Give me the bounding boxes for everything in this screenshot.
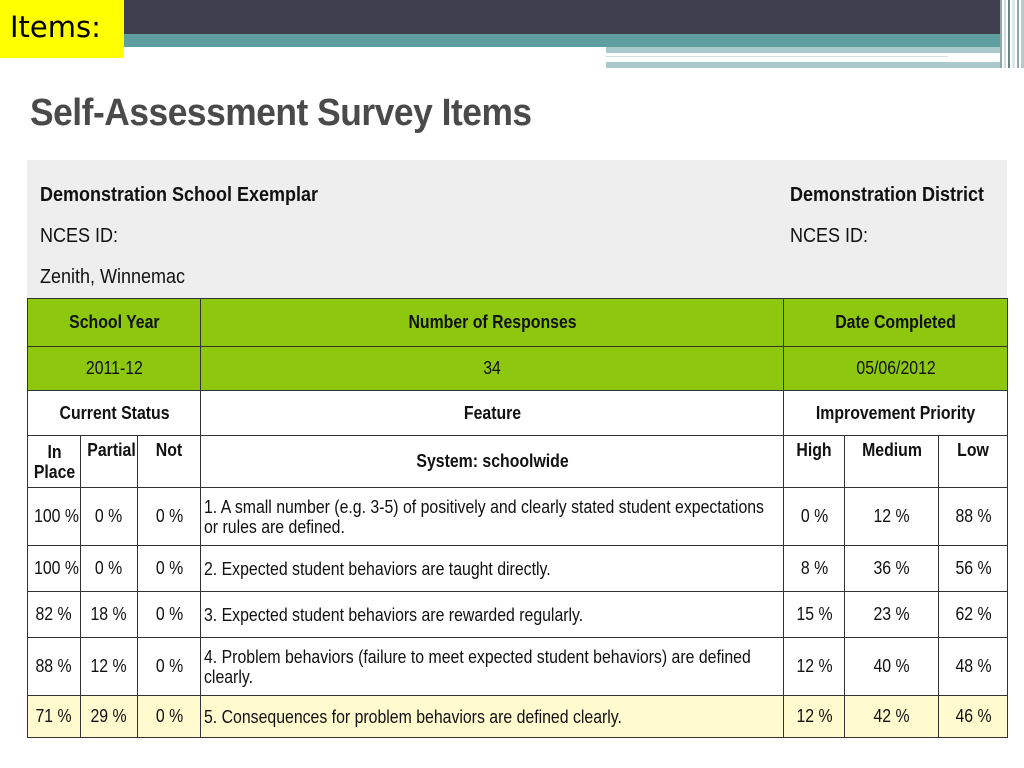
partial-cell: 29 % xyxy=(81,696,138,738)
summary-header-row xyxy=(28,299,1008,347)
medium-cell: 12 % xyxy=(845,488,939,546)
low-cell: 88 % xyxy=(939,488,1008,546)
high-cell: 8 % xyxy=(784,546,845,592)
responses-value: 34 xyxy=(201,347,784,391)
high-header: High xyxy=(784,436,845,488)
in-place-cell: 88 % xyxy=(28,638,81,696)
current-status-header: Current Status xyxy=(28,391,201,436)
school-name: Demonstration School Exemplar xyxy=(40,184,319,206)
slide-label-box xyxy=(0,0,124,58)
feature-cell: 5. Consequences for problem behaviors are defined clearly. xyxy=(201,696,784,738)
school-year-value: 2011-12 xyxy=(28,347,201,391)
not-cell: 0 % xyxy=(138,592,201,638)
system-header: System: schoolwide xyxy=(201,436,784,488)
school-info-panel xyxy=(27,160,1007,298)
district-info xyxy=(790,175,984,257)
school-location: Zenith, Winnemac xyxy=(40,266,186,288)
improvement-priority-header: Improvement Priority xyxy=(784,391,1008,436)
low-cell: 48 % xyxy=(939,638,1008,696)
high-cell: 0 % xyxy=(784,488,845,546)
slide-accent-line xyxy=(606,56,948,59)
feature-header: Feature xyxy=(201,391,784,436)
responses-header: Number of Responses xyxy=(201,299,784,347)
slide-top-bar-teal xyxy=(124,34,1000,47)
school-info xyxy=(40,175,318,298)
district-nces-id: NCES ID: xyxy=(790,225,869,247)
medium-cell: 42 % xyxy=(845,696,939,738)
feature-cell: 1. A small number (e.g. 3-5) of positively and clearly stated student expectations or rules are defined. xyxy=(201,488,784,546)
feature-cell: 3. Expected student behaviors are rewarded regularly. xyxy=(201,592,784,638)
low-cell: 46 % xyxy=(939,696,1008,738)
low-cell: 62 % xyxy=(939,592,1008,638)
partial-cell: 18 % xyxy=(81,592,138,638)
partial-header: Partial xyxy=(81,436,138,488)
slide-accent-bar xyxy=(606,47,1000,53)
district-name: Demonstration District xyxy=(790,184,985,206)
slide-label: Items: xyxy=(10,10,101,44)
not-cell: 0 % xyxy=(138,638,201,696)
table-row xyxy=(28,488,1008,546)
in-place-header: In Place xyxy=(28,436,81,488)
in-place-cell: 71 % xyxy=(28,696,81,738)
low-cell: 56 % xyxy=(939,546,1008,592)
in-place-cell: 100 % xyxy=(28,488,81,546)
feature-cell: 2. Expected student behaviors are taught directly. xyxy=(201,546,784,592)
partial-cell: 12 % xyxy=(81,638,138,696)
high-cell: 15 % xyxy=(784,592,845,638)
low-header: Low xyxy=(939,436,1008,488)
slide-top-bar-dark xyxy=(124,0,1000,34)
school-year-header: School Year xyxy=(28,299,201,347)
high-cell: 12 % xyxy=(784,696,845,738)
section-header-row xyxy=(28,391,1008,436)
not-header: Not xyxy=(138,436,201,488)
in-place-cell: 82 % xyxy=(28,592,81,638)
table-row xyxy=(28,546,1008,592)
page-title: Self-Assessment Survey Items xyxy=(30,92,532,134)
not-cell: 0 % xyxy=(138,546,201,592)
table-row-highlighted xyxy=(28,696,1008,738)
high-cell: 12 % xyxy=(784,638,845,696)
feature-cell: 4. Problem behaviors (failure to meet expected student behaviors) are defined clearly. xyxy=(201,638,784,696)
table-row xyxy=(28,638,1008,696)
partial-cell: 0 % xyxy=(81,546,138,592)
date-completed-header: Date Completed xyxy=(784,299,1008,347)
table-row xyxy=(28,592,1008,638)
date-completed-value: 05/06/2012 xyxy=(784,347,1008,391)
survey-table xyxy=(27,298,1008,738)
partial-cell: 0 % xyxy=(81,488,138,546)
medium-cell: 36 % xyxy=(845,546,939,592)
not-cell: 0 % xyxy=(138,488,201,546)
medium-header: Medium xyxy=(845,436,939,488)
medium-cell: 40 % xyxy=(845,638,939,696)
medium-cell: 23 % xyxy=(845,592,939,638)
column-header-row xyxy=(28,436,1008,488)
slide-accent-bar-lower xyxy=(606,62,1000,68)
in-place-cell: 100 % xyxy=(28,546,81,592)
summary-value-row xyxy=(28,347,1008,391)
school-nces-id: NCES ID: xyxy=(40,225,119,247)
slide-corner-stripes xyxy=(998,0,1024,68)
not-cell: 0 % xyxy=(138,696,201,738)
